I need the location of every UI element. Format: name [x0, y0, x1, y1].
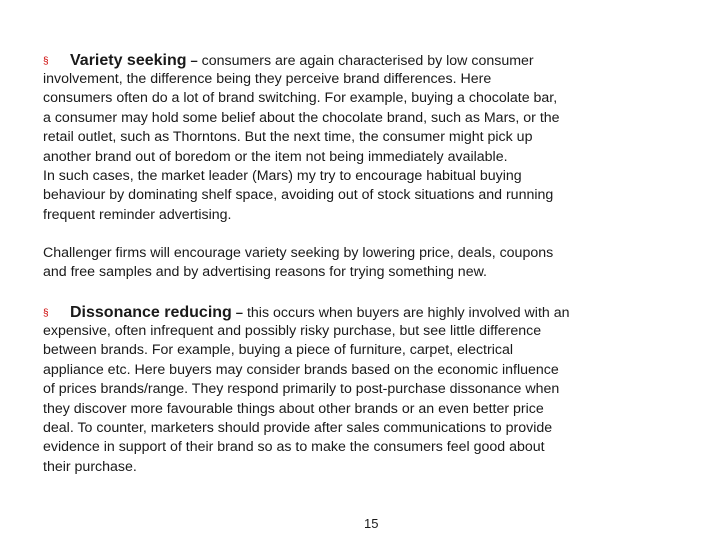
heading-dash: – [190, 53, 198, 68]
heading-dash: – [235, 305, 244, 320]
dissonance-reducing-term: Dissonance reducing [70, 304, 232, 321]
bullet-icon: § [43, 56, 49, 67]
variety-seeking-body: involvement, the difference being they perceive brand differences. Here consumers often do a lot of brand switching. For example, buying a chocolate bar, a consumer may hold some belief about the chocolate brand, such as Mars, or the retail outlet, such as Thorntons. But the next time, the consumer might pick up another brand out of boredom or the item not being immediately available. In such cases, the market leader (Mars) my try to encourage habitual buying behaviour by dominating shelf space, avoiding out of stock situations and running frequent reminder advertising. [43, 71, 560, 223]
bullet-icon: § [43, 308, 49, 319]
dissonance-reducing-body: expensive, often infrequent and possibly risky purchase, but see little difference between brands. For example, buying a piece of furniture, carpet, electrical appliance etc. Here buyers may consider brands based on the economic influence of prices brands/range. They respond primarily to post-purchase dissonance when they discover more favourable things about other brands or an even better price deal. To counter, marketers should provide after sales communications to provide evidence in support of their brand so as to make the consumers feel good about their purchase. [43, 323, 560, 475]
challenger-paragraph: Challenger firms will encourage variety seeking by lowering price, deals, coupons and free samples and by advertising reasons for trying something new. [43, 245, 554, 281]
dissonance-reducing-first-line: this occurs when buyers are highly involved with an [246, 305, 570, 321]
variety-seeking-first-line: consumers are again characterised by low consumer [201, 53, 534, 69]
variety-seeking-heading [43, 51, 534, 71]
dissonance-reducing-heading [43, 303, 570, 323]
page-number: 15 [364, 516, 379, 531]
variety-seeking-term: Variety seeking [70, 52, 187, 69]
